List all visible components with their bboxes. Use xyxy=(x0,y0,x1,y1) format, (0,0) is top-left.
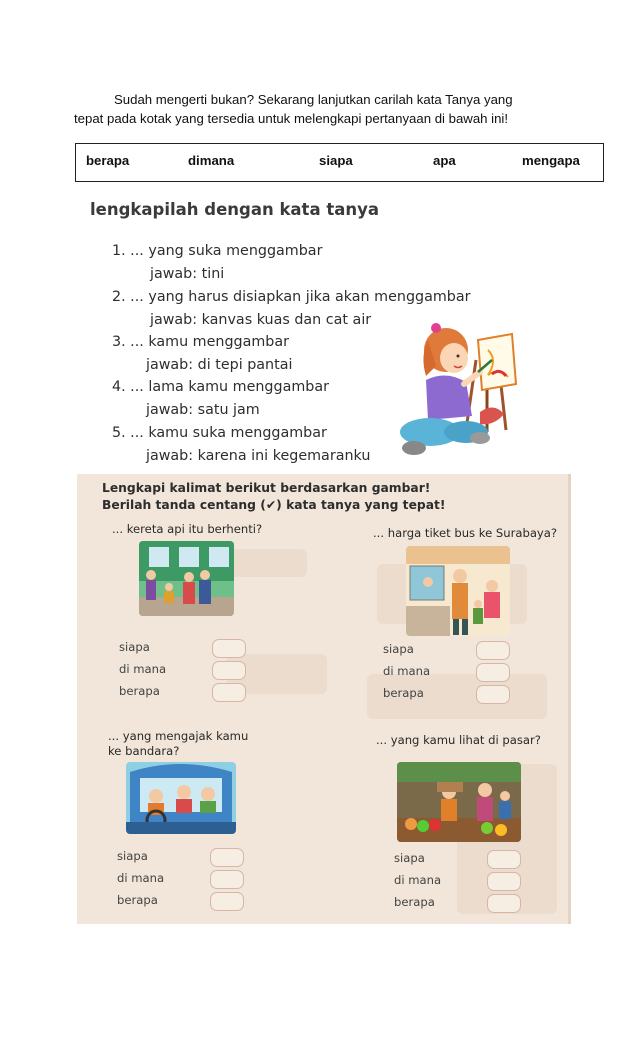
cell1-option-berapa: berapa xyxy=(119,684,160,698)
intro-paragraph xyxy=(76,90,576,128)
question-5: 5. ... kamu suka menggambar xyxy=(112,425,327,441)
question-2: 2. ... yang harus disiapkan jika akan menggambar xyxy=(112,289,471,305)
bus-ticket-scene xyxy=(406,546,510,636)
cell1-question: ... kereta api itu berhenti? xyxy=(112,522,263,536)
question-1: 1. ... yang suka menggambar xyxy=(112,243,323,259)
cell4-checkbox-siapa[interactable] xyxy=(487,850,521,869)
car-ride-scene xyxy=(126,762,236,834)
cell2-checkbox-berapa[interactable] xyxy=(476,685,510,704)
cell3-question-line1: ... yang mengajak kamu xyxy=(108,729,249,743)
cell3-checkbox-siapa[interactable] xyxy=(210,848,244,867)
cell3-question xyxy=(108,729,248,759)
cell2-option-dimana: di mana xyxy=(383,664,431,678)
girl-painting-illustration xyxy=(388,320,520,465)
cell4-option-dimana: di mana xyxy=(394,873,442,887)
cell2-option-siapa: siapa xyxy=(383,642,414,656)
word-bank-box xyxy=(75,143,604,182)
cell1-checkbox-siapa[interactable] xyxy=(212,639,246,658)
cell3-option-dimana: di mana xyxy=(117,871,165,885)
cell3-checkbox-dimana[interactable] xyxy=(210,870,244,889)
answer-4: jawab: satu jam xyxy=(146,402,260,418)
cell4-checkbox-berapa[interactable] xyxy=(487,894,521,913)
cell3-checkbox-berapa[interactable] xyxy=(210,892,244,911)
cell4-checkbox-dimana[interactable] xyxy=(487,872,521,891)
cell4-question: ... yang kamu lihat di pasar? xyxy=(376,733,541,747)
intro-line-2: tepat pada kotak yang tersedia untuk melengkapi pertanyaan di bawah ini! xyxy=(74,111,509,126)
train-station-scene xyxy=(139,541,234,616)
cell2-checkbox-siapa[interactable] xyxy=(476,641,510,660)
cell1-checkbox-berapa[interactable] xyxy=(212,683,246,702)
cell1-option-dimana: di mana xyxy=(119,662,167,676)
cell2-question: ... harga tiket bus ke Surabaya? xyxy=(373,526,558,540)
cell4-option-siapa: siapa xyxy=(394,851,425,865)
word-siapa: siapa xyxy=(319,153,353,168)
answer-5: jawab: karena ini kegemaranku xyxy=(146,448,371,464)
cell3-option-siapa: siapa xyxy=(117,849,148,863)
cell1-option-siapa: siapa xyxy=(119,640,150,654)
book-instruction-1: Lengkapi kalimat berikut berdasarkan gambar! xyxy=(102,481,431,495)
cell2-checkbox-dimana[interactable] xyxy=(476,663,510,682)
answer-3: jawab: di tepi pantai xyxy=(146,357,293,373)
word-mengapa: mengapa xyxy=(522,153,580,168)
cell3-question-line2: ke bandara? xyxy=(108,744,180,758)
cell4-option-berapa: berapa xyxy=(394,895,435,909)
question-3: 3. ... kamu menggambar xyxy=(112,334,290,350)
word-apa: apa xyxy=(433,153,456,168)
section1-title: lengkapilah dengan kata tanya xyxy=(90,200,379,219)
cell3-option-berapa: berapa xyxy=(117,893,158,907)
question-4: 4. ... lama kamu menggambar xyxy=(112,379,329,395)
cell2-option-berapa: berapa xyxy=(383,686,424,700)
answer-1: jawab: tini xyxy=(150,266,225,282)
market-scene xyxy=(397,762,521,842)
word-berapa: berapa xyxy=(86,153,130,168)
book-instruction-2: Berilah tanda centang (✔) kata tanya yang tepat! xyxy=(102,498,446,512)
cell1-checkbox-dimana[interactable] xyxy=(212,661,246,680)
word-dimana: dimana xyxy=(188,153,235,168)
intro-line-1: Sudah mengerti bukan? Sekarang lanjutkan carilah kata Tanya yang xyxy=(114,92,513,107)
answer-2: jawab: kanvas kuas dan cat air xyxy=(150,312,372,328)
